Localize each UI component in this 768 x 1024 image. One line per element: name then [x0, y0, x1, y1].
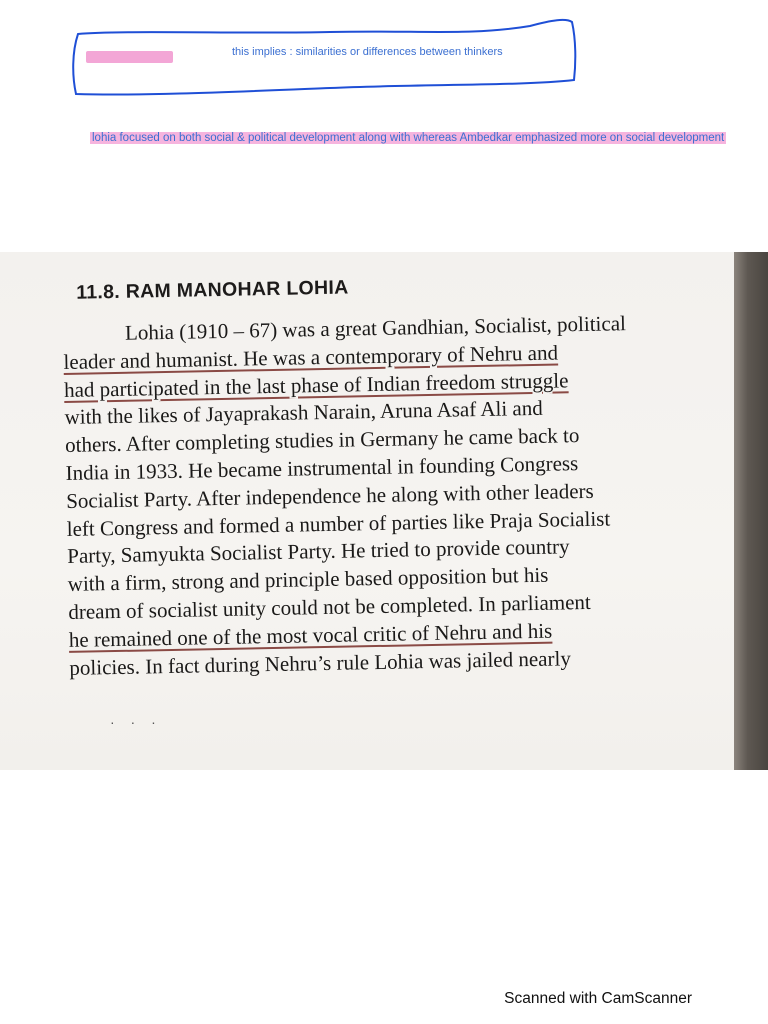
- paragraph-line: leader and humanist. He was a contemporary of Nehru and: [63, 340, 559, 374]
- page-content: [62, 269, 726, 682]
- paragraph-line: Socialist Party. After independence he along with other leaders: [65, 478, 594, 513]
- paragraph-line: with a firm, strong and principle based opposition but his: [67, 562, 549, 597]
- annotation-note-comparison-text: lohia focused on both social & political development along with whereas Ambedkar emphasized more on social development: [92, 132, 725, 144]
- section-heading: 11.8. RAM MANOHAR LOHIA: [75, 276, 349, 304]
- highlight-mark: [86, 51, 173, 63]
- annotation-note-comparison: [90, 131, 738, 145]
- page-specks: · · ·: [110, 714, 162, 730]
- paragraph-line: with the likes of Jayaprakash Narain, Aruna Asaf Ali and: [64, 396, 543, 430]
- annotation-note-similarities: this implies : similarities or differences between thinkers: [232, 46, 503, 58]
- paragraph-line: had participated in the last phase of Indian freedom struggle: [63, 367, 569, 402]
- paragraph-line: policies. In fact during Nehru’s rule Lohia was jailed nearly: [69, 645, 572, 680]
- scanned-page-photo: [0, 252, 768, 770]
- page-edge-shadow: [734, 252, 768, 770]
- paragraph-line: dream of socialist unity could not be completed. In parliament: [68, 589, 591, 624]
- paragraph-line: Party, Samyukta Socialist Party. He tried to provide country: [67, 534, 570, 569]
- paragraph-line: Lohia (1910 – 67) was a great Gandhian, Socialist, political: [124, 311, 627, 345]
- scanner-watermark: Scanned with CamScanner: [504, 990, 692, 1007]
- paragraph-line: others. After completing studies in Germany he came back to: [64, 423, 580, 458]
- annotation-box: [0, 0, 768, 110]
- paragraph-line: left Congress and formed a number of parties like Praja Socialist: [66, 506, 611, 541]
- paragraph-line: he remained one of the most vocal critic of Nehru and his: [68, 618, 553, 652]
- paragraph-line: India in 1933. He became instrumental in founding Congress: [65, 451, 579, 485]
